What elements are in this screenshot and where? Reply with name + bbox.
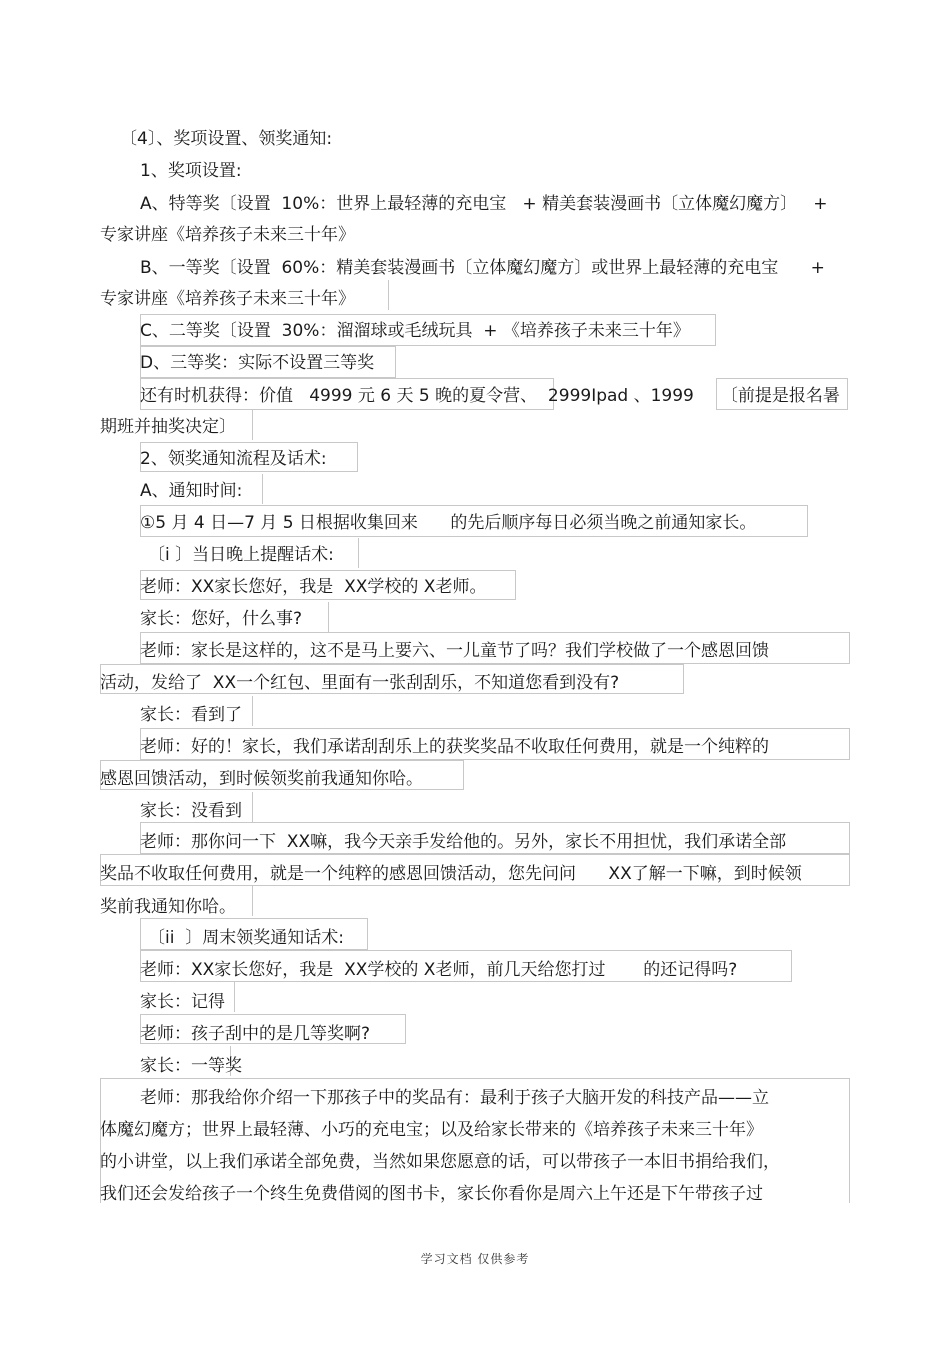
notify-time-detail: ①5 月 4 日—7 月 5 日根据收集回来 的先后顺序每日必须当晚之前通知家长。: [140, 513, 757, 533]
prize-first-line1: B、一等奖〔设置 60%：精美套装漫画书〔立体魔幻魔方〕或世界上最轻薄的充电宝 +: [140, 258, 825, 278]
dialogue-line: 家长：看到了: [140, 705, 242, 725]
frame-box: [252, 792, 254, 822]
dialogue-line: 老师：孩子刮中的是几等奖啊?: [140, 1024, 371, 1044]
dialogue-line: 感恩回馈活动，到时候领奖前我通知你哈。: [100, 769, 423, 789]
dialogue-line: 家长：一等奖: [140, 1056, 242, 1076]
award-setup-title: 1、奖项设置:: [140, 161, 242, 181]
prize-special-line1: A、特等奖〔设置 10%：世界上最轻薄的充电宝 + 精美套装漫画书〔立体魔幻魔方〕 +: [140, 194, 828, 214]
dialogue-line: 老师：XX家长您好，我是 XX学校的 X老师，前几天给您打过 的还记得吗?: [140, 960, 738, 980]
dialogue-line: 家长：记得: [140, 992, 225, 1012]
dialogue-line: 体魔幻魔方；世界上最轻薄、小巧的充电宝；以及给家长带来的《培养孩子未来三十年》: [100, 1120, 763, 1140]
frame-box: [234, 982, 236, 1012]
section-heading: 〔4〕、奖项设置、领奖通知:: [120, 129, 333, 149]
dialogue-line: 老师：那你问一下 XX嘛，我今天亲手发给他的。另外，家长不用担忧，我们承诺全部: [140, 832, 787, 852]
notify-process-title: 2、领奖通知流程及话术:: [140, 449, 327, 469]
frame-box: [252, 886, 254, 916]
prize-special-line2: 专家讲座《培养孩子未来三十年》: [100, 225, 355, 245]
prize-third: D、三等奖：实际不设置三等奖: [140, 353, 375, 373]
frame-box: [252, 696, 254, 726]
dialogue-line: 我们还会发给孩子一个终生免费借阅的图书卡，家长你看你是周六上午还是下午带孩子过: [100, 1184, 763, 1204]
frame-box: [328, 602, 330, 632]
bonus-line1: 还有时机获得：价值 4999 元 6 天 5 晚的夏令营、 2999Ipad 、1999 〔前提是报名暑: [140, 386, 840, 406]
dialogue-line: 老师：那我给你介绍一下那孩子中的奖品有：最利于孩子大脑开发的科技产品——立: [140, 1088, 769, 1108]
dialogue-line: 奖品不收取任何费用，就是一个纯粹的感恩回馈活动，您先问问 XX了解一下嘛，到时候领: [100, 864, 802, 884]
dialogue-line: 老师：家长是这样的，这不是马上要六、一儿童节了吗？我们学校做了一个感恩回馈: [140, 641, 769, 661]
script1-title: 〔i 〕当日晚上提醒话术:: [148, 545, 334, 565]
dialogue-line: 老师：XX家长您好，我是 XX学校的 X老师。: [140, 577, 487, 597]
frame-box: [388, 280, 390, 310]
frame-box: [252, 410, 254, 440]
frame-box: [262, 474, 264, 504]
dialogue-line: 家长：您好，什么事?: [140, 609, 303, 629]
dialogue-line: 奖前我通知你哈。: [100, 897, 236, 917]
page-footer: 学习文档 仅供参考: [420, 1252, 530, 1266]
script2-title: 〔ii 〕周末领奖通知话术:: [148, 928, 344, 948]
dialogue-line: 的小讲堂，以上我们承诺全部免费，当然如果您愿意的话，可以带孩子一本旧书捐给我们，: [100, 1152, 780, 1172]
prize-second: C、二等奖〔设置 30%：溜溜球或毛绒玩具 + 《培养孩子未来三十年》: [140, 321, 690, 341]
notify-time-title: A、通知时间:: [140, 481, 243, 501]
dialogue-line: 家长：没看到: [140, 801, 242, 821]
dialogue-line: 活动，发给了 XX一个红包、里面有一张刮刮乐，不知道您看到没有?: [100, 673, 620, 693]
bonus-line2: 期班并抽奖决定〕: [100, 417, 236, 437]
prize-first-line2: 专家讲座《培养孩子未来三十年》: [100, 289, 355, 309]
dialogue-line: 老师：好的！家长，我们承诺刮刮乐上的获奖奖品不收取任何费用，就是一个纯粹的: [140, 737, 769, 757]
frame-box: [358, 538, 360, 568]
